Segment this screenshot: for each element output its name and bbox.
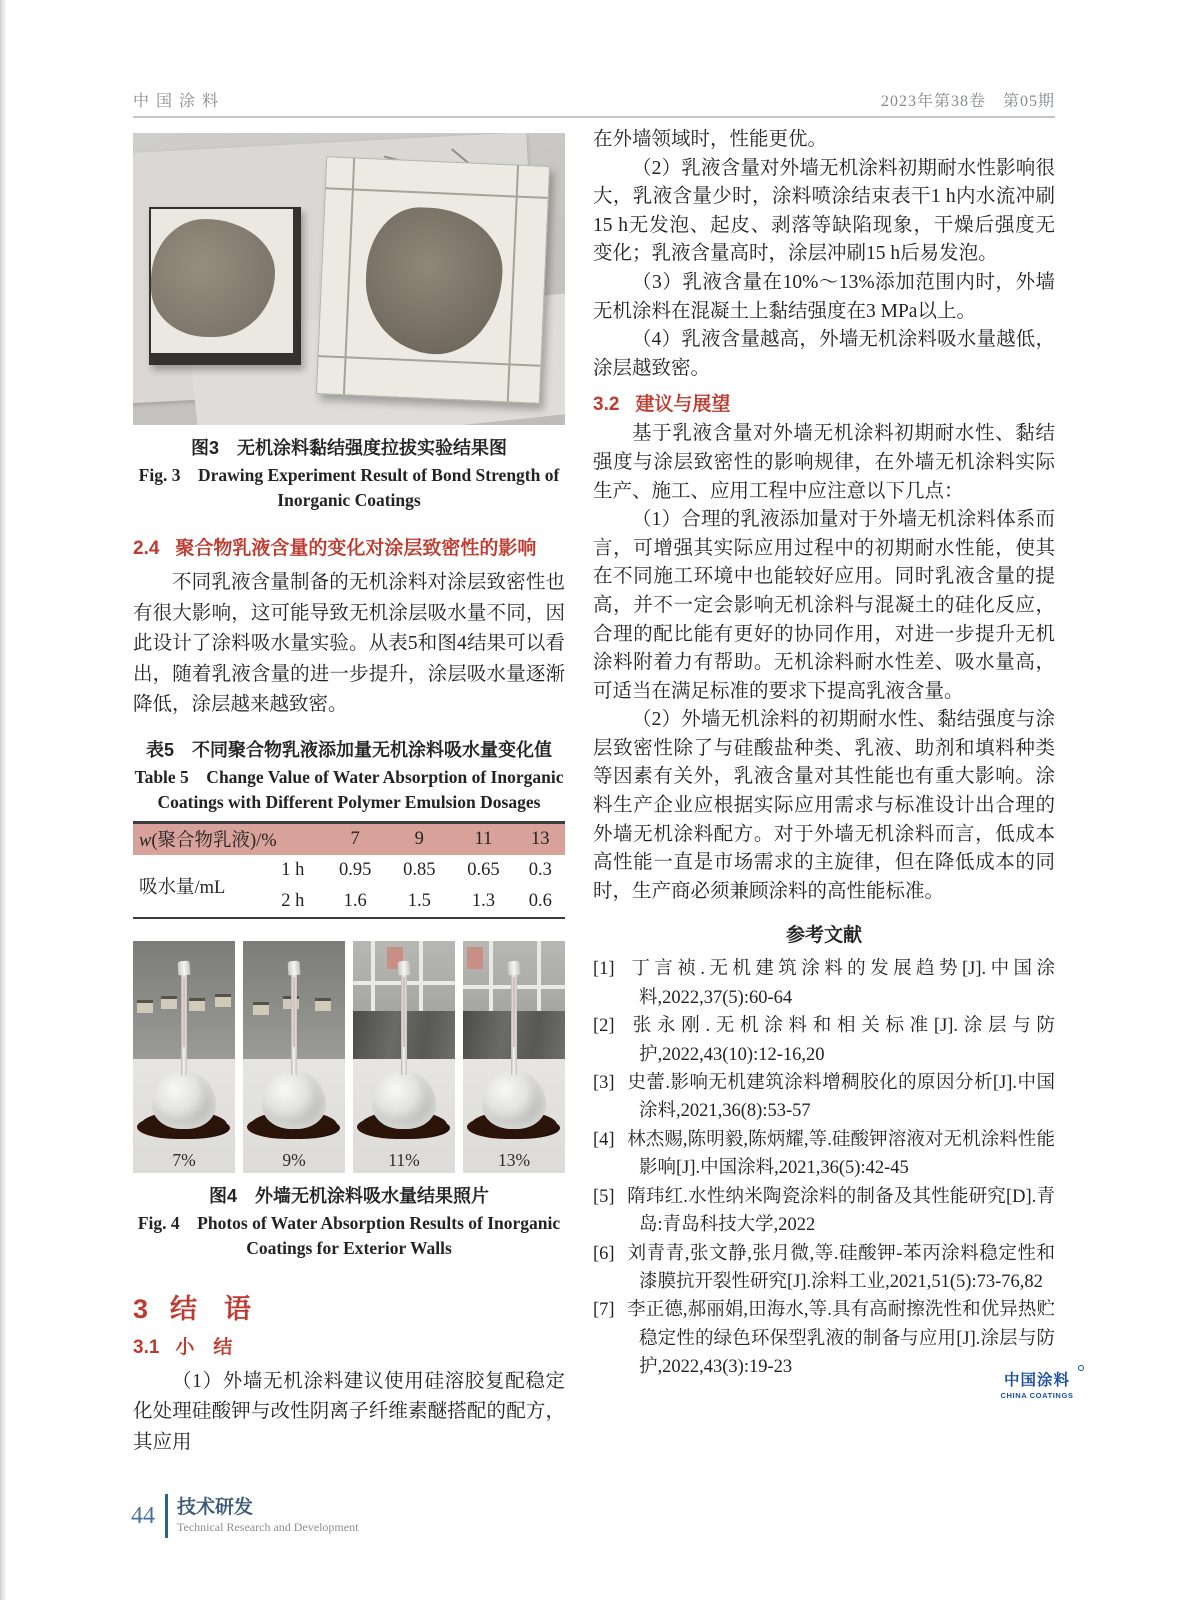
figure3-caption-cn: 图3 无机涂料黏结强度拉拔实验结果图 [190,438,507,458]
table5-cell: 0.3 [528,859,552,880]
figure4-label: 13% [497,1149,531,1170]
section-2-4-heading [133,533,565,560]
table5-cell: 1.3 [471,890,496,911]
glass-tube [401,967,407,1075]
reference-text: 林杰赐,陈明毅,陈炳耀,等.硅酸钾溶液对无机涂料性能影响[J].中国涂料,2021,36(5):42-45 [627,1129,1055,1179]
paragraph-3-1: （1）外墙无机涂料建议使用硅溶胶复配稳定化处理硅酸钾与改性阴离子纤维素醚搭配的配方，其应用 [133,1370,565,1453]
section-title: 结 语 [170,1293,252,1324]
figure3-caption-en [133,463,565,513]
figure3-photo [133,133,565,425]
section-number: 3 [133,1293,149,1324]
paragraph: 基于乳液含量对外墙无机涂料初期耐水性、黏结强度与涂层致密性的影响规律，在外墙无机涂料实际生产、施工、应用工程中应注意以下几点： [593,423,1055,502]
reference-text: 张永刚.无机涂料和相关标准[J].涂层与防护,2022,43(10):12-16,20 [627,1016,1055,1065]
reference-number: [4] [593,1129,615,1150]
table5-row-label: 吸水量/mL [139,877,226,898]
journal-logo [997,1368,1077,1400]
page-footer [131,1494,358,1538]
footer-section [177,1497,358,1535]
pencil-line [319,355,541,367]
section-3-heading [133,1287,565,1326]
footer-section-cn: 技术研发 [177,1497,254,1518]
paragraph: （2）外墙无机涂料的初期耐水性、黏结强度与涂层致密性除了与硅酸盐种类、乳液、助剂和填料种类等因素有关外，乳液含量对其性能也有重大影响。涂料生产企业应根据实际应用需求与标准设计出合理的外墙无机涂料配方。对于外墙无机涂料而言，低成本高性能一直是市场需求的主旋律，但在降低成本的同时，生产商必须兼顾涂料的高性能标准。 [593,709,1055,902]
section-title: 建议与展望 [635,394,731,416]
figure3-caption-en-line2: Inorganic Coatings [277,490,421,510]
section-title: 小 结 [175,1336,233,1358]
table5-caption-en-line1: Table 5 Change Value of Water Absorption of Inorganic [134,766,564,787]
coating-patch [363,205,505,357]
header-rule [133,116,1055,118]
specimen-block [189,1001,205,1011]
table5-caption-en-line2: Coatings with Different Polymer Emulsion Dosages [157,791,541,812]
table5-cell: 0.65 [467,859,500,880]
table5-header-label [133,822,323,855]
paragraph: （2）乳液含量对外墙无机涂料初期耐水性影响很大，乳液含量少时，涂料喷涂结束表干1 h内水流冲刷15 h无发泡、起皮、剥落等缺陷现象，干燥后强度无变化；乳液含量高时，涂层冲刷15 h后易发泡。 [593,157,1055,265]
table5-col: 11 [474,828,493,849]
reference-number: [6] [593,1243,615,1264]
table5-col: 9 [414,828,424,849]
logo-cn-text: 中国涂料 [1003,1372,1070,1389]
table5-row-1h [133,855,565,886]
reference-number: [1] [593,959,615,980]
figure4-label: 11% [388,1149,420,1170]
window-frame [371,941,375,1011]
tube-tip [398,960,411,975]
glass-tube [511,967,517,1075]
figure4-caption-en-line2: Coatings for Exterior Walls [246,1237,452,1258]
tube-tip [508,960,521,975]
variable-w: w [139,831,152,851]
glass-dome [482,1071,546,1129]
glass-tube [181,967,187,1075]
table5-col: 13 [531,828,550,849]
figure4-label: 9% [282,1149,306,1170]
registered-mark-icon [1078,1365,1084,1371]
journal-name: 中国涂料 [133,93,226,110]
table5-caption-en [133,765,565,815]
table5-time: 1 h [281,859,305,880]
figure4-panel-7pct [133,941,235,1173]
figure4-panel-9pct [243,941,345,1173]
glass-tube [291,967,297,1075]
reference-item [593,1183,1055,1240]
glass-dome [262,1071,326,1129]
logo-cn [997,1368,1077,1390]
table5-cell: 0.6 [528,890,552,911]
window-frame [419,941,423,1011]
reference-item [593,1296,1055,1381]
reference-number: [3] [593,1073,615,1094]
right-column [593,126,1055,1382]
table5-cell: 0.95 [338,859,372,880]
figure3-caption-en-line1: Fig. 3 Drawing Experiment Result of Bond Strength of [138,465,560,485]
pencil-line [326,187,548,199]
glass-dome [372,1071,436,1129]
window-frame [489,941,493,1011]
footer-section-en: Technical Research and Development [177,1520,359,1534]
reference-number: [7] [593,1300,615,1321]
reference-text: 刘青青,张文静,张月微,等.硅酸钾-苯丙涂料稳定性和漆膜抗开裂性研究[J].涂料工业,2021,51(5):73-76,82 [627,1243,1055,1292]
reference-number: [2] [593,1016,615,1037]
left-column [133,133,565,1458]
section-number: 3.2 [593,394,620,416]
logo-en: CHINA COATINGS [1000,1391,1074,1400]
footer-divider [165,1494,168,1538]
paragraph: （4）乳液含量越高，外墙无机涂料吸水量越低，涂层越致密。 [593,329,1055,379]
figure4-photos [133,941,565,1173]
reference-item [593,1069,1055,1126]
specimen-block [215,997,231,1007]
reference-text: 丁言祯.无机建筑涂料的发展趋势[J].中国涂料,2022,37(5):60-64 [627,959,1055,1008]
pencil-line [507,166,519,402]
specimen-block [137,1003,153,1013]
tube-tip [178,960,191,975]
figure4-panel-11pct [353,941,455,1173]
table5-cell: 1.6 [343,890,367,911]
table5-caption-cn: 表5 不同聚合物乳液添加量无机涂料吸水量变化值 [145,739,552,760]
pencil-line [343,158,355,394]
section-number: 2.4 [133,538,160,559]
glass-dome [152,1071,216,1129]
references-title: 参考文献 [785,925,862,947]
table5-cell: 0.85 [403,859,436,880]
section-number: 3.1 [133,1336,160,1358]
specimen-block [315,1001,331,1011]
paragraph-2-4: 不同乳液含量制备的无机涂料对涂层致密性也有很大影响，这可能导致无机涂层吸水量不同，因此设计了涂料吸水量实验。从表5和图4结果可以看出，随着乳液含量的进一步提升，涂层吸水量逐渐降低，涂层越来越致密。 [133,572,565,715]
figure4-label: 7% [172,1149,196,1170]
reference-number: [5] [593,1186,615,1207]
section-3-1-heading [133,1332,565,1359]
reference-item [593,1012,1055,1069]
table5-col: 7 [350,828,360,849]
paragraph: 在外墙领域时，性能更优。 [593,129,828,150]
variable-rest: (聚合物乳液)/% [151,831,277,851]
window-frame [537,941,541,1011]
issue-info: 2023年第38卷 第05期 [880,93,1055,110]
paragraph: （3）乳液含量在10%～13%添加范围内时，外墙无机涂料在混凝土上黏结强度在3 MPa以上。 [593,271,1055,322]
specimen-block [161,999,177,1009]
section-3-2-heading [593,389,1055,416]
reference-text: 史蕾.影响无机建筑涂料增稠胶化的原因分析[J].中国涂料,2021,36(8):53-57 [627,1073,1055,1122]
figure4-panel-13pct [463,941,565,1173]
table5 [133,821,565,919]
figure4-caption-en [133,1211,565,1261]
reference-text: 隋玮红.水性纳米陶瓷涂料的制备及其性能研究[D].青岛:青岛科技大学,2022 [627,1186,1055,1236]
paragraph: （1）合理的乳液添加量对于外墙无机涂料体系而言，可增强其实际应用过程中的初期耐水性能，使其在不同施工环境中也能较好应用。同时乳液含量的提高，并不一定会影响无机涂料与混凝土的硅化反应，合理的配比能有更好的协同作用，对进一步提升无机涂料附着力有帮助。无机涂料耐水性差、吸水量高，可适当在满足标准的要求下提高乳液含量。 [593,509,1055,702]
concrete-sample-large [316,156,550,404]
figure4-caption-cn: 图4 外墙无机涂料吸水量结果照片 [208,1185,489,1206]
poster [467,947,483,969]
section-title: 聚合物乳液含量的变化对涂层致密性的影响 [175,538,537,559]
page-header [133,88,1055,111]
figure4-caption-en-line1: Fig. 4 Photos of Water Absorption Results of Inorganic [137,1212,561,1233]
table5-time: 2 h [281,890,305,911]
table5-header-row [133,822,565,855]
table5-cell: 1.5 [407,890,431,911]
reference-item [593,955,1055,1012]
reference-item [593,1240,1055,1297]
reference-item [593,1126,1055,1183]
concrete-sample-small [149,207,301,365]
page-number: 44 [131,1502,155,1529]
specimen-block [253,1005,269,1015]
reference-text: 李正德,郝丽娟,田海水,等.具有高耐擦洗性和优异热贮稳定性的绿色环保型乳液的制备与应用[J].涂层与防护,2022,43(3):19-23 [627,1300,1055,1378]
tube-tip [288,960,301,975]
